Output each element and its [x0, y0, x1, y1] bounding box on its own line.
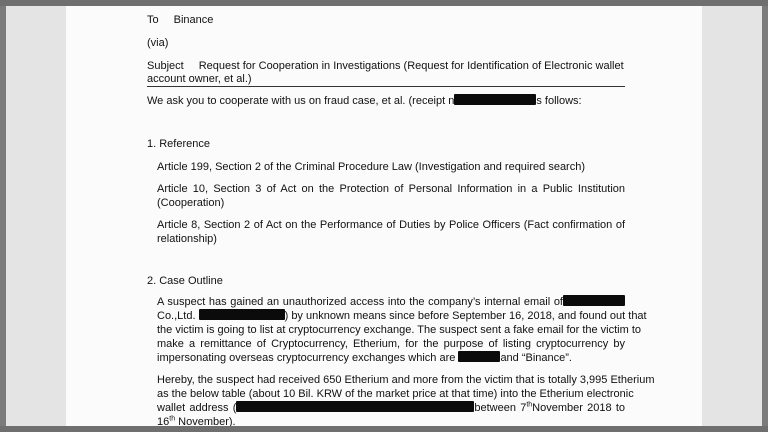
right-margin	[702, 6, 762, 426]
reference-article-3-line-2: relationship)	[157, 233, 217, 245]
via-line: (via)	[147, 37, 169, 49]
subject-line-2: account owner, et al.)	[147, 73, 252, 85]
reference-article-3-line-1: Article 8, Section 2 of Act on the Performance of Duties by Police Officers (Fact confirmation of	[157, 219, 625, 231]
reference-article-2-line-2: (Cooperation)	[157, 197, 225, 209]
case-paragraph-1-line-4: make a remittance of Cryptocurrency, Etherium, for the purpose of listing cryptocurrency by	[157, 338, 625, 350]
subject-text: Request for Cooperation in Investigations (Request for Identification of Electronic wallet	[198, 60, 624, 72]
case-p2-l3-start: wallet address (	[157, 402, 237, 414]
case-p1-l5-start: impersonating overseas cryptocurrency exchanges which are	[157, 352, 456, 364]
case-paragraph-2-line-4	[157, 415, 236, 426]
left-margin	[6, 6, 66, 426]
case-p1-l2-start: Co.,Ltd.	[157, 310, 196, 322]
document-page	[66, 6, 702, 426]
case-p2-l3-end: November 2018 to	[532, 402, 625, 414]
redaction-box	[236, 401, 474, 412]
reference-article-2-line-1: Article 10, Section 3 of Act on the Protection of Personal Information in a Public Institution	[157, 183, 625, 195]
case-paragraph-1-line-2	[157, 309, 647, 323]
reference-article-1: Article 199, Section 2 of the Criminal Procedure Law (Investigation and required search)	[157, 161, 586, 173]
to-value: Binance	[173, 14, 214, 26]
subject-rule	[147, 86, 625, 87]
reference-heading: 1. Reference	[147, 138, 210, 150]
case-paragraph-2-line-1: Hereby, the suspect had received 650 Etherium and more from the victim that is totally 3,995 Etherium	[157, 374, 655, 386]
case-paragraph-1-line-5	[157, 351, 572, 365]
frame-bottom	[0, 426, 768, 432]
intro-line	[147, 94, 582, 108]
redaction-box	[454, 94, 536, 105]
case-p2-l4-day: 16	[157, 416, 170, 426]
case-p1-l5-end: and “Binance”.	[500, 352, 572, 364]
to-line	[147, 13, 213, 27]
redaction-box	[458, 351, 500, 362]
case-paragraph-1-line-1	[157, 295, 625, 309]
redaction-box	[199, 309, 285, 320]
case-paragraph-1-line-3: the victim is going to list at cryptocurrency exchange. The suspect sent a fake email for the victim to	[157, 324, 642, 336]
subject-label: Subject	[147, 60, 184, 72]
intro-text-end: s follows:	[536, 95, 582, 107]
case-p2-l3-mid: between 7	[474, 402, 527, 414]
redaction-box	[563, 295, 625, 306]
case-p2-l4-end: November).	[178, 416, 236, 426]
case-p1-l1-text: A suspect has gained an unauthorized access into the company’s internal email of	[157, 296, 563, 308]
intro-text-start: We ask you to cooperate with us on fraud case, et al. (receipt n	[147, 95, 455, 107]
case-outline-heading: 2. Case Outline	[147, 275, 223, 287]
case-p1-l2-end: ) by unknown means since before September 16, 2018, and found out that	[284, 310, 647, 322]
subject-line-1	[147, 59, 624, 73]
case-paragraph-2-line-2: as the below table (about 10 Bil. KRW of the market price at that time) into the Etherium electronic	[157, 388, 634, 400]
superscript-th: th	[169, 415, 176, 423]
to-label: To	[147, 14, 159, 26]
case-paragraph-2-line-3	[157, 401, 625, 415]
superscript-th: th	[526, 401, 533, 409]
